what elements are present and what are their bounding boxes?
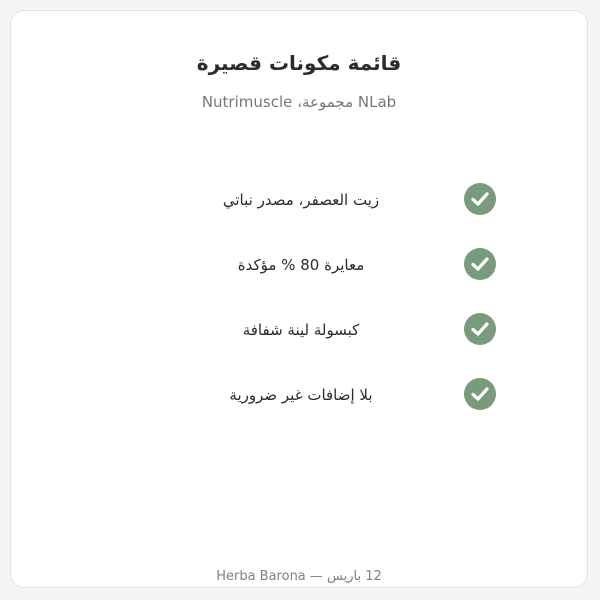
check-circle-icon: [464, 183, 496, 215]
ingredient-label: زيت العصفر، مصدر نباتي: [222, 191, 380, 209]
list-item: [11, 246, 587, 286]
list-item: [11, 376, 587, 416]
card-title: قائمة مكونات قصيرة: [196, 51, 402, 75]
ingredients-card: [10, 10, 588, 588]
card-subtitle: NLab مجموعة، Nutrimuscle: [201, 93, 397, 111]
ingredient-label: كبسولة لينة شفافة: [242, 321, 360, 339]
list-item: [11, 311, 587, 351]
ingredient-label: معايرة 80 % مؤكدة: [237, 256, 365, 274]
ingredient-label: بلا إضافات غير ضرورية: [229, 386, 373, 404]
check-circle-icon: [464, 248, 496, 280]
check-circle-icon: [464, 313, 496, 345]
list-item: [11, 181, 587, 221]
card-footer: 12 باريس — Herba Barona: [216, 569, 382, 584]
check-circle-icon: [464, 378, 496, 410]
